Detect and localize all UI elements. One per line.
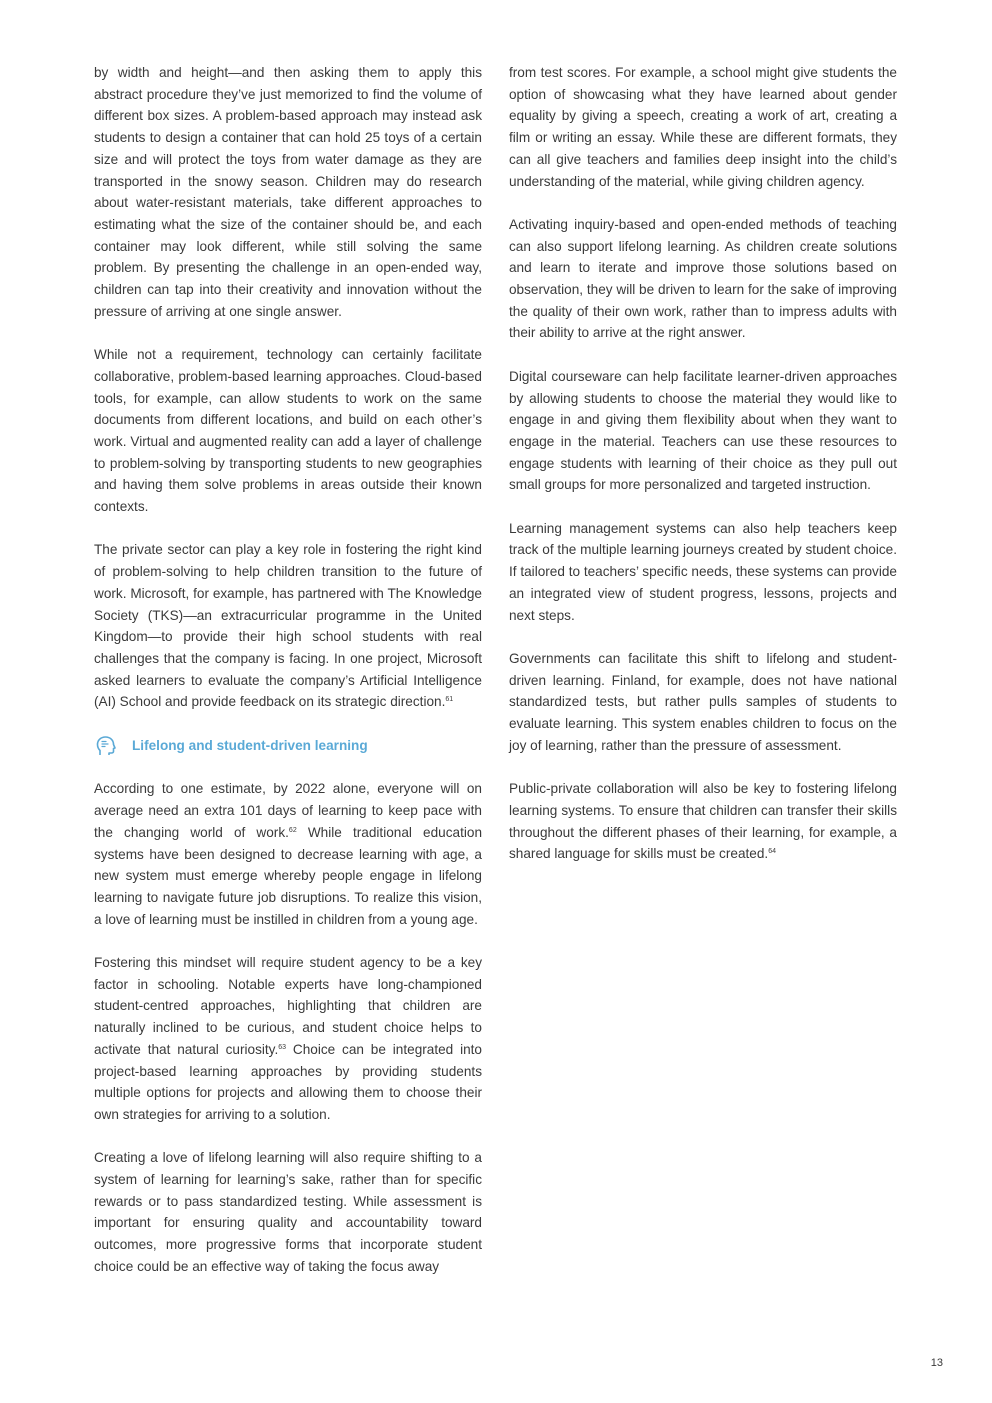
footnote-ref[interactable]: 64 — [768, 848, 776, 856]
paragraph — [94, 952, 482, 1126]
paragraph: by width and height—and then asking them to apply this abstract procedure they’ve just memorized to find the volume of different box sizes. A problem-based approach may instead ask students to design a container that can hold 25 toys of a certain size and will protect the toys from water damage as they are transported in the snowy season. Children may do research about water-resistant materials, take different approaches to estimating what the size of the container should be, and each container may look different, while still solving the same problem. By presenting the challenge in an open-ended way, children can tap into their creativity and innovation without the pressure of arriving at one single answer. — [94, 65, 482, 319]
section-title: Lifelong and student-driven learning — [132, 737, 368, 753]
paragraph-text: Choice can be integrated into project-based learning approaches by providing students multiple options for projects and allowing them to choose their own strategies for arriving to a solution. — [94, 1041, 482, 1122]
page-number: 13 — [930, 1357, 943, 1369]
paragraph-text: The private sector can play a key role in fostering the right kind of problem-solving to help children transition to the future of work. Microsoft, for example, has partnered with The Knowledge Society (TKS)—an extracurricular programme in the United Kingdom—to provide their high school students with real challenges that the company is facing. In one project, Microsoft asked learners to evaluate the company’s Artificial Intelligence (AI) School and provide feedback on its strategic direction. — [94, 542, 482, 710]
paragraph: Digital courseware can help facilitate learner-driven approaches by allowing students to choose the material they would like to engage in and giving them flexibility about when they want to engage in the material. Teachers can use these resources to engage students with learning of their choice as they pull out small groups for more personalized and targeted instruction. — [509, 368, 897, 493]
right-column — [509, 62, 897, 865]
paragraph: Governments can facilitate this shift to lifelong and student-driven learning. Finland, for example, does not have national standardized tests, but rather pulls samples of students to evaluate learning. This system enables children to focus on the joy of learning, rather than the pressure of assessment. — [509, 650, 897, 753]
footnote-ref[interactable]: 62 — [288, 826, 297, 834]
paragraph — [94, 539, 482, 713]
paragraph-text: Fostering this mindset will require student agency to be a key factor in schooling. Notable experts have long-championed student-centred approaches, highlighting that children are naturally inclined to be curious, and student choice helps to activate that natural curiosity. — [94, 955, 482, 1057]
paragraph-text: Public-private collaboration will also be key to fostering lifelong learning systems. To ensure that children can transfer their skills throughout the different phases of their learning, for example, a shared language for skills must be created. — [509, 781, 897, 862]
paragraph: While not a requirement, technology can certainly facilitate collaborative, problem-based learning approaches. Cloud-based tools, for example, can allow students to work on the same documents from different locations, and build on each other’s work. Virtual and augmented reality can add a layer of challenge to problem-solving by transporting students to new geographies and having them solve problems in areas outside their known contexts. — [94, 347, 482, 515]
paragraph: from test scores. For example, a school might give students the option of showcasing what they have learned about gender equality by giving a speech, creating a work of art, creating a film or writing an essay. While these are different formats, they can all give teachers and families deep insight into the child’s understanding of the material, while giving children agency. — [509, 65, 897, 189]
paragraph-text: While traditional education systems have been designed to decrease learning with age, a new system must emerge whereby people engage in lifelong learning to navigate future job disruptions. To realize this vision, a love of learning must be instilled in children from a young age. — [94, 824, 483, 927]
paragraph: Activating inquiry-based and open-ended methods of teaching can also support lifelong learning. As children create solutions and learn to iterate and improve those solutions based on observation, they will be driven to learn for the sake of improving the quality of their own work, rather than to impress adults with their ability to arrive at the right answer. — [509, 216, 897, 341]
footnote-ref[interactable]: 63 — [278, 1043, 287, 1051]
paragraph-text: According to one estimate, by 2022 alone, everyone will on average need an extra 101 days of learning to keep pace with the changing world of work. — [94, 781, 482, 840]
paragraph: Learning management systems can also help teachers keep track of the multiple learning journeys created by student choice. If tailored to teachers’ specific needs, these systems can provide an integrated view of student progress, lessons, projects and next steps. — [509, 520, 897, 623]
paragraph: Creating a love of lifelong learning will also require shifting to a system of learning for learning’s sake, rather than for specific rewards or to pass standardized testing. While assessment is important for ensuring quality and accountability toward outcomes, more progressive forms that incorporate student choice could be an effective way of taking the focus away — [94, 1150, 482, 1274]
section-heading — [94, 735, 482, 757]
left-column — [94, 62, 482, 1278]
footnote-ref[interactable]: 61 — [445, 696, 454, 704]
head-silhouette-icon — [95, 735, 117, 757]
paragraph — [509, 778, 897, 865]
paragraph — [94, 778, 482, 930]
